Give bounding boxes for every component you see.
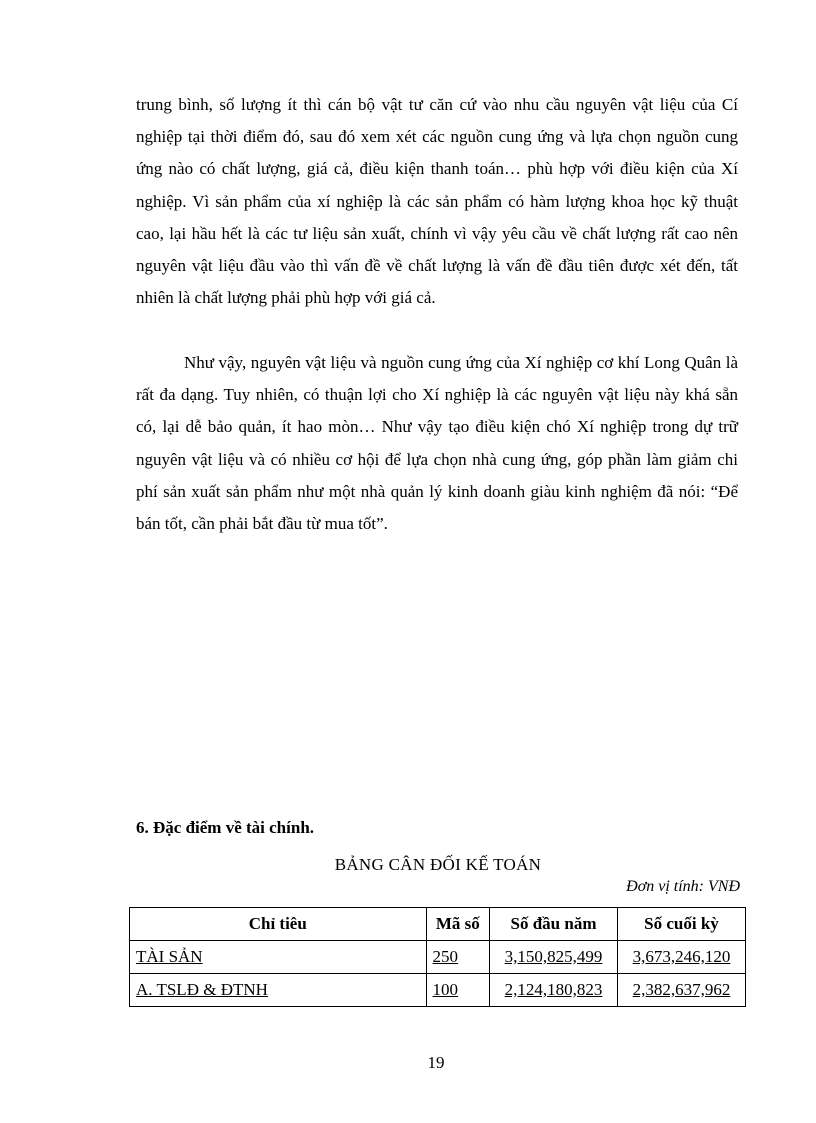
table-row <box>130 941 746 974</box>
balance-sheet-table <box>129 907 746 1007</box>
row-code <box>426 974 489 1007</box>
row-opening <box>490 941 618 974</box>
table-unit-note: Đơn vị tính: VNĐ <box>626 878 740 895</box>
header-name: Chỉ tiêu <box>130 908 427 941</box>
row-code-text: 250 <box>432 947 459 966</box>
row-opening-text: 3,150,825,499 <box>504 947 603 966</box>
row-closing-text: 3,673,246,120 <box>632 947 731 966</box>
header-opening: Số đầu năm <box>490 908 618 941</box>
header-code: Mã số <box>426 908 489 941</box>
body-paragraph-1: trung bình, số lượng ít thì cán bộ vật tư căn cứ vào nhu cầu nguyên vật liệu của Cí nghiệp tại thời điểm đó, sau đó xem xét các nguồn cung ứng và lựa chọn nguồn cung ứng nào có chất lượng, giá cả, điều kiện thanh toán… phù hợp với điều kiện của Xí nghiệp. Vì sản phẩm của xí nghiệp là các sản phẩm có hàm lượng khoa học kỹ thuật cao, lại hầu hết là các tư liệu sản xuất, chính vì vậy yêu cầu về chất lượng rất cao nên nguyên vật liệu đầu vào thì vấn đề về chất lượng là vấn đề đầu tiên được xét đến, tất nhiên là chất lượng phải phù hợp với giá cả. <box>136 95 738 308</box>
table-row <box>130 974 746 1007</box>
page-number: 19 <box>427 1053 445 1072</box>
row-name <box>130 974 427 1007</box>
table-title: BẢNG CÂN ĐỐI KẾ TOÁN <box>334 855 542 874</box>
body-paragraph-2: Như vậy, nguyên vật liệu và nguồn cung ứng của Xí nghiệp cơ khí Long Quân là rất đa dạng. Tuy nhiên, có thuận lợi cho Xí nghiệp là các nguyên vật liệu này khá sẵn có, lại dễ bảo quản, ít hao mòn… Như vậy tạo điều kiện chó Xí nghiệp trong dự trữ nguyên vật liệu và có nhiều cơ hội để lựa chọn nhà cung ứng, góp phần làm giảm chi phí sản xuất sản phẩm như một nhà quản lý kinh doanh giàu kinh nghiệm đã nói: “Để bán tốt, cần phải bắt đầu từ mua tốt”. <box>136 353 738 534</box>
row-code-text: 100 <box>432 980 459 999</box>
row-code <box>426 941 489 974</box>
row-name-text: TÀI SẢN <box>136 947 203 966</box>
row-closing <box>618 941 746 974</box>
row-opening <box>490 974 618 1007</box>
row-name <box>130 941 427 974</box>
row-name-text: A. TSLĐ & ĐTNH <box>136 980 268 999</box>
row-closing-text: 2,382,637,962 <box>632 980 731 999</box>
table-header-row <box>130 908 746 941</box>
header-closing: Số cuối kỳ <box>618 908 746 941</box>
row-closing <box>618 974 746 1007</box>
row-opening-text: 2,124,180,823 <box>504 980 603 999</box>
section-heading: 6. Đặc điểm về tài chính. <box>136 818 315 837</box>
